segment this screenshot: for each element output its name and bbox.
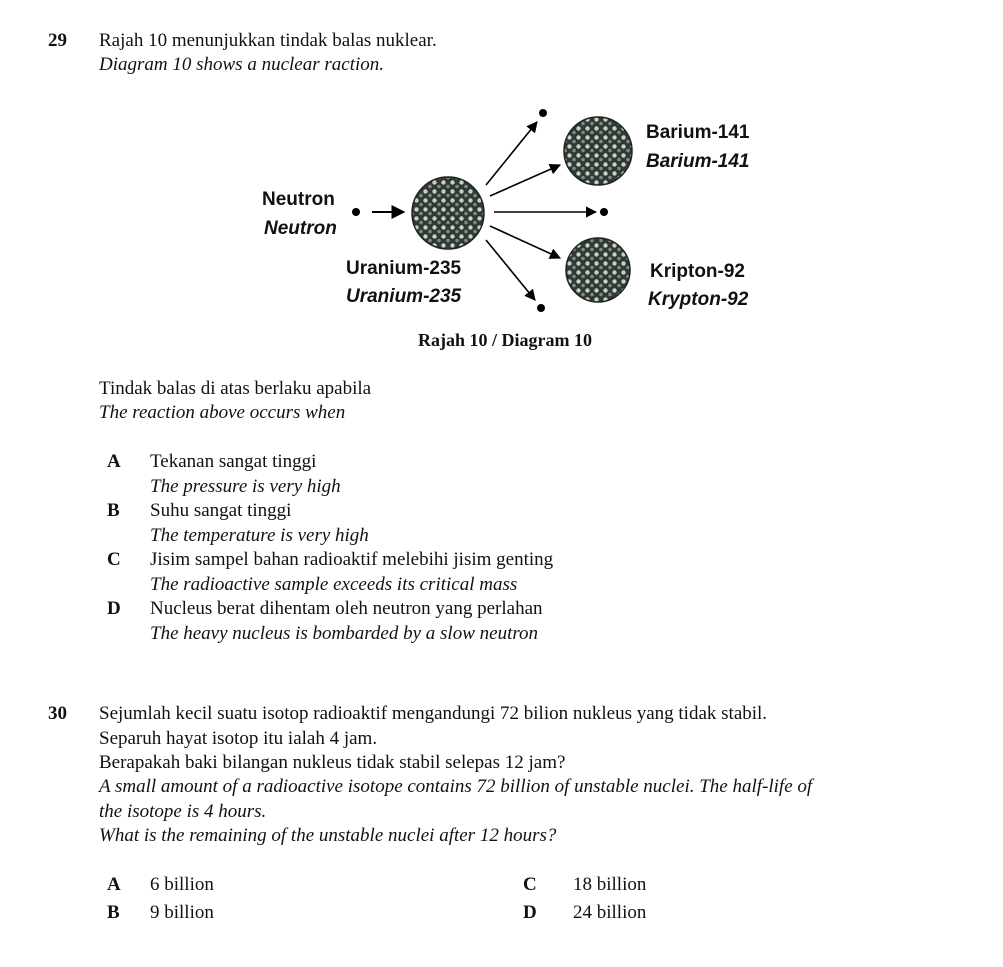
label-barium-en: Barium-141	[646, 151, 750, 172]
arrow-to-barium	[490, 165, 560, 196]
q30-option-c-letter: C	[523, 874, 537, 895]
nuclear-fission-diagram	[0, 0, 1003, 360]
label-neutron-en: Neutron	[264, 218, 337, 239]
q30-option-c-text: 18 billion	[573, 874, 647, 895]
label-krypton-en: Krypton-92	[648, 289, 749, 310]
q30-stem-en-2: the isotope is 4 hours.	[99, 801, 267, 822]
released-neutron-2	[600, 208, 608, 216]
q29-option-b-letter: B	[107, 500, 120, 521]
q29-prompt-en: The reaction above occurs when	[99, 402, 346, 423]
q29-option-b-en: The temperature is very high	[150, 525, 369, 546]
label-uranium-en: Uranium-235	[346, 286, 462, 307]
arrow-to-lower-neutron	[486, 240, 535, 300]
q30-option-b-text: 9 billion	[150, 902, 214, 923]
arrow-to-krypton	[490, 226, 560, 258]
incoming-neutron	[352, 208, 360, 216]
q30-stem-en-1: A small amount of a radioactive isotope contains 72 billion of unstable nuclei. The half-life of	[99, 776, 813, 797]
q30-stem-ms-1: Sejumlah kecil suatu isotop radioaktif mengandungi 72 bilion nukleus yang tidak stabil.	[99, 703, 768, 724]
q29-option-a-letter: A	[107, 451, 121, 472]
uranium-nucleus	[412, 177, 484, 249]
q30-option-b-letter: B	[107, 902, 120, 923]
krypton-nucleus	[566, 238, 630, 302]
q29-option-d-ms: Nucleus berat dihentam oleh neutron yang perlahan	[150, 598, 543, 619]
q29-option-b-ms: Suhu sangat tinggi	[150, 500, 292, 521]
q29-option-c-ms: Jisim sampel bahan radioaktif melebihi jisim genting	[150, 549, 554, 570]
q30-option-a-text: 6 billion	[150, 874, 214, 895]
q30-option-d-letter: D	[523, 902, 537, 923]
q30-option-d-text: 24 billion	[573, 902, 647, 923]
q30-option-a-letter: A	[107, 874, 121, 895]
q30-stem-ms-3: Berapakah baki bilangan nukleus tidak stabil selepas 12 jam?	[99, 752, 566, 773]
q30-stem-en-3: What is the remaining of the unstable nuclei after 12 hours?	[99, 825, 557, 846]
label-neutron-ms: Neutron	[262, 189, 335, 210]
q29-option-d-letter: D	[107, 598, 121, 619]
diagram-caption: Rajah 10 / Diagram 10	[418, 330, 592, 350]
q29-option-c-en: The radioactive sample exceeds its critical mass	[150, 574, 518, 595]
q29-option-d-en: The heavy nucleus is bombarded by a slow neutron	[150, 623, 539, 644]
q29-option-a-ms: Tekanan sangat tinggi	[150, 451, 317, 472]
label-krypton-ms: Kripton-92	[650, 261, 745, 282]
q29-stem-en: Diagram 10 shows a nuclear raction.	[99, 54, 384, 75]
q30-stem-ms-2: Separuh hayat isotop itu ialah 4 jam.	[99, 728, 378, 749]
label-barium-ms: Barium-141	[646, 122, 750, 143]
released-neutron-1	[539, 109, 547, 117]
q29-option-a-en: The pressure is very high	[150, 476, 341, 497]
q29-prompt-ms: Tindak balas di atas berlaku apabila	[99, 378, 372, 399]
q29-number: 29	[48, 30, 67, 51]
q30-number: 30	[48, 703, 67, 724]
barium-nucleus	[564, 117, 632, 185]
released-neutron-3	[537, 304, 545, 312]
q29-stem-ms: Rajah 10 menunjukkan tindak balas nuklear.	[99, 30, 437, 51]
arrow-to-upper-neutron	[486, 122, 537, 185]
label-uranium-ms: Uranium-235	[346, 258, 462, 279]
q29-option-c-letter: C	[107, 549, 121, 570]
